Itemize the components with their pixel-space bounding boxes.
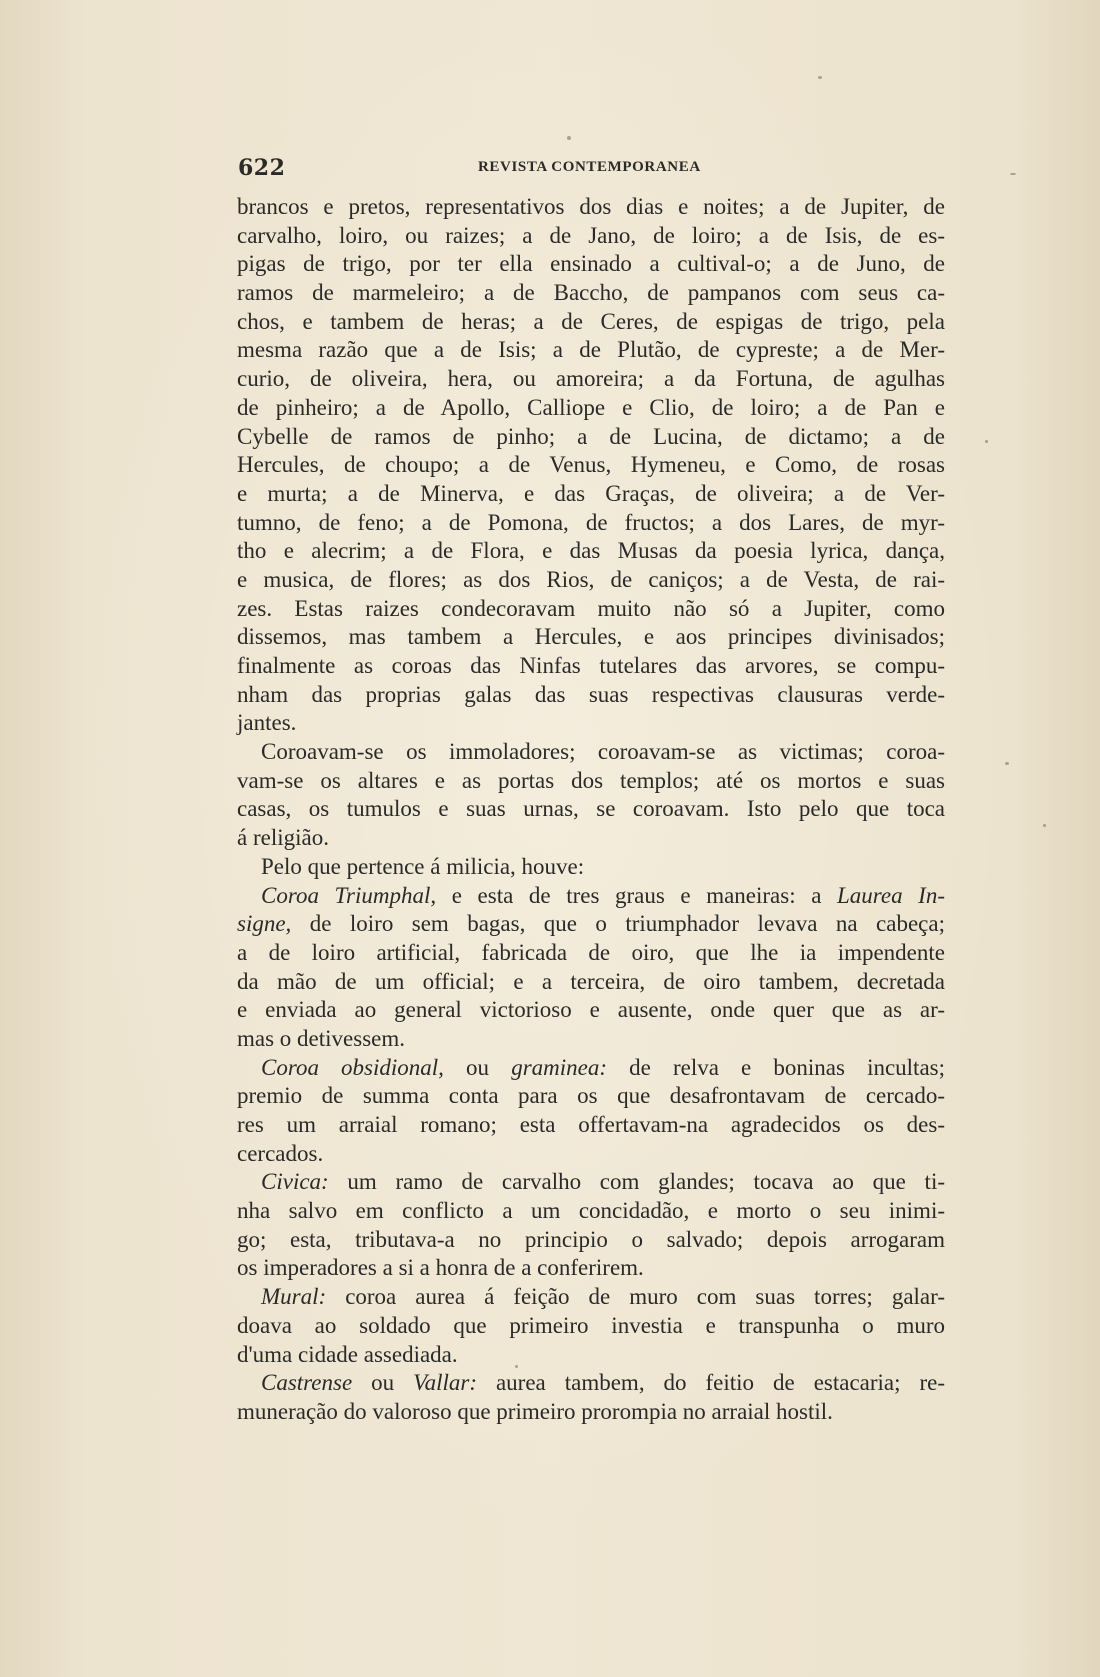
paper-speck [818,76,822,79]
italic-term: graminea: [511,1054,608,1080]
italic-term: Civica: [261,1169,329,1195]
text-line: á religião. [237,825,329,851]
paper-speck [1005,762,1009,765]
paper-speck [1010,173,1016,175]
text-line: zes. Estas raizes condecoravam muito não só a Jupiter, como [237,595,945,621]
text-line: os imperadores a si a honra de a conferirem. [237,1255,644,1281]
text-line: curio, de oliveira, hera, ou amoreira; a da Fortuna, de agulhas [237,366,945,392]
text-line: tumno, de feno; a de Pomona, de fructos; a dos Lares, de myr- [237,509,945,535]
italic-term: signe, [237,911,292,937]
paragraph-start-line [237,882,945,911]
text-line: a de loiro artificial, fabricada de oiro, que lhe ia impendente [237,939,945,965]
italic-term: Castrense [261,1370,353,1396]
italic-term: Coroa Triumphal, [261,882,437,908]
text-line: casas, os tumulos e suas urnas, se coroavam. Isto pelo que toca [237,796,945,822]
paragraph-start-line [237,1369,945,1398]
text-line: cercados. [237,1140,324,1166]
text-line: ramos de marmeleiro; a de Baccho, de pampanos com seus ca- [237,280,945,306]
text-line: e murta; a de Minerva, e das Graças, de oliveira; a de Ver- [237,480,945,506]
text-line: nham das proprias galas das suas respectivas clausuras verde- [237,681,945,707]
text-line: vam-se os altares e as portas dos templos; até os mortos e suas [237,767,945,793]
italic-term: Vallar: [413,1370,477,1396]
text-span: de relva e boninas incultas; [607,1054,945,1080]
text-line: nha salvo em conflicto a um concidadão, e morto o seu inimi- [237,1198,945,1224]
text-span: ou [443,1054,512,1080]
text-line: d'uma cidade assediada. [237,1341,458,1367]
text-line: e enviada ao general victorioso e ausente, onde quer que as ar- [237,997,945,1023]
text-line: tho e alecrim; a de Flora, e das Musas da poesia lyrica, dança, [237,538,945,564]
text-span: um ramo de carvalho com glandes; tocava ao que ti- [328,1169,945,1195]
paper-speck [567,136,571,140]
text-line: premio de summa conta para os que desafrontavam de cercado- [237,1083,945,1109]
text-span: e esta de tres graus e maneiras: a [436,882,837,908]
text-line [237,910,945,939]
text-line: doava ao soldado que primeiro investia e transpunha o muro [237,1312,945,1338]
text-line: mesma razão que a de Isis; a de Plutão, de cypreste; a de Mer- [237,337,945,363]
text-line: muneração do valoroso que primeiro prorompia no arraial hostil. [237,1398,833,1424]
text-line: finalmente as coroas das Ninfas tutelares das arvores, se compu- [237,653,945,678]
italic-term: Laurea In- [837,882,946,908]
text-line: brancos e pretos, representativos dos dias e noites; a de Jupiter, de [237,194,945,219]
text-line: res um arraial romano; esta offertavam-na agradecidos os des- [237,1112,945,1137]
text-span: ou [352,1370,414,1396]
text-line: jantes. [237,710,297,736]
page-number: 622 [238,155,286,181]
text-line: Cybelle de ramos de pinho; a de Lucina, de dictamo; a de [237,423,945,449]
paragraph-start-line [237,1283,945,1312]
body-text [237,193,945,1427]
text-line: e musica, de flores; as dos Rios, de caniços; a de Vesta, de rai- [237,566,945,592]
paper-speck [515,1365,518,1368]
text-line: mas o detivessem. [237,1025,405,1051]
text-line: pigas de trigo, por ter ella ensinado a cultival-o; a de Juno, de [237,251,945,277]
text-span: coroa aurea á feição de muro com suas torres; galar- [326,1284,945,1310]
text-span: de loiro sem bagas, que o triumphador levava na cabeça; [291,911,945,937]
running-title: REVISTA CONTEMPORANEA [478,159,701,175]
paragraph-start-line: Coroavam-se os immoladores; coroavam-se as victimas; coroa- [261,739,945,765]
italic-term: Mural: [261,1284,327,1310]
paragraph-start-line [237,1054,945,1083]
page-header [238,155,952,185]
italic-term: Coroa obsidional, [261,1054,444,1080]
text-line: Hercules, de choupo; a de Venus, Hymeneu, e Como, de rosas [237,452,945,478]
paragraph-start-line: Pelo que pertence á milicia, houve: [261,853,585,879]
text-line: go; esta, tributava-a no principio o salvado; depois arrogaram [237,1226,945,1252]
paragraph-start-line [237,1168,945,1197]
text-line: de pinheiro; a de Apollo, Calliope e Clio, de loiro; a de Pan e [237,394,945,420]
text-line: dissemos, mas tambem a Hercules, e aos principes divinisados; [237,624,945,650]
paper-speck [1043,824,1046,827]
text-line: da mão de um official; e a terceira, de oiro tambem, decretada [237,968,945,994]
paper-speck [985,440,988,443]
text-line: carvalho, loiro, ou raizes; a de Jano, de loiro; a de Isis, de es- [237,222,945,248]
text-line: chos, e tambem de heras; a de Ceres, de espigas de trigo, pela [237,308,945,334]
text-span: aurea tambem, do feitio de estacaria; re- [477,1370,946,1396]
